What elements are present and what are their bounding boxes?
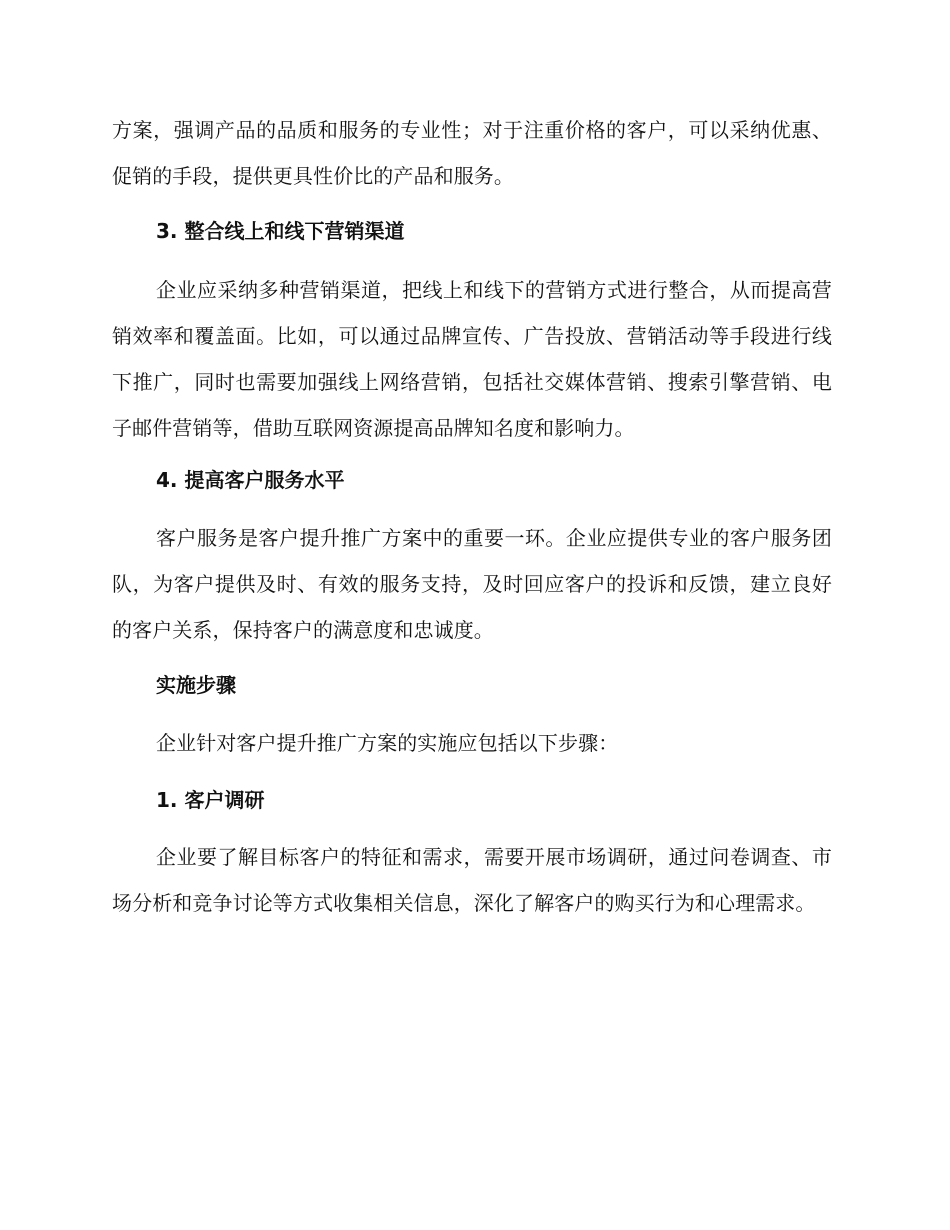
paragraph-customer-research: 企业要了解目标客户的特征和需求，需要开展市场调研，通过问卷调查、市场分析和竞争讨论等方式收集相关信息，深化了解客户的购买行为和心理需求。 — [112, 845, 832, 915]
paragraph-customer-service: 客户服务是客户提升推广方案中的重要一环。企业应提供专业的客户服务团队，为客户提供及时、有效的服务支持，及时回应客户的投诉和反馈，建立良好的客户关系，保持客户的满意度和忠诚度。 — [112, 526, 832, 642]
paragraph-integrate-channels: 企业应采纳多种营销渠道，把线上和线下的营销方式进行整合，从而提高营销效率和覆盖面。比如，可以通过品牌宣传、广告投放、营销活动等手段进行线下推广，同时也需要加强线上网络营销，包括社交媒体营销、搜索引擎营销、电子邮件营销等，借助互联网资源提高品牌知名度和影响力。 — [112, 278, 832, 440]
heading-customer-research: 1. 客户调研 — [156, 788, 265, 812]
heading-integrate-channels: 3. 整合线上和线下营销渠道 — [156, 219, 405, 243]
heading-implementation-steps: 实施步骤 — [156, 673, 236, 697]
heading-customer-service: 4. 提高客户服务水平 — [156, 468, 345, 492]
paragraph-implementation-intro: 企业针对客户提升推广方案的实施应包括以下步骤： — [156, 731, 619, 755]
paragraph-pricing-strategy: 方案，强调产品的品质和服务的专业性；对于注重价格的客户，可以采纳优惠、促销的手段，提供更具性价比的产品和服务。 — [112, 118, 832, 188]
